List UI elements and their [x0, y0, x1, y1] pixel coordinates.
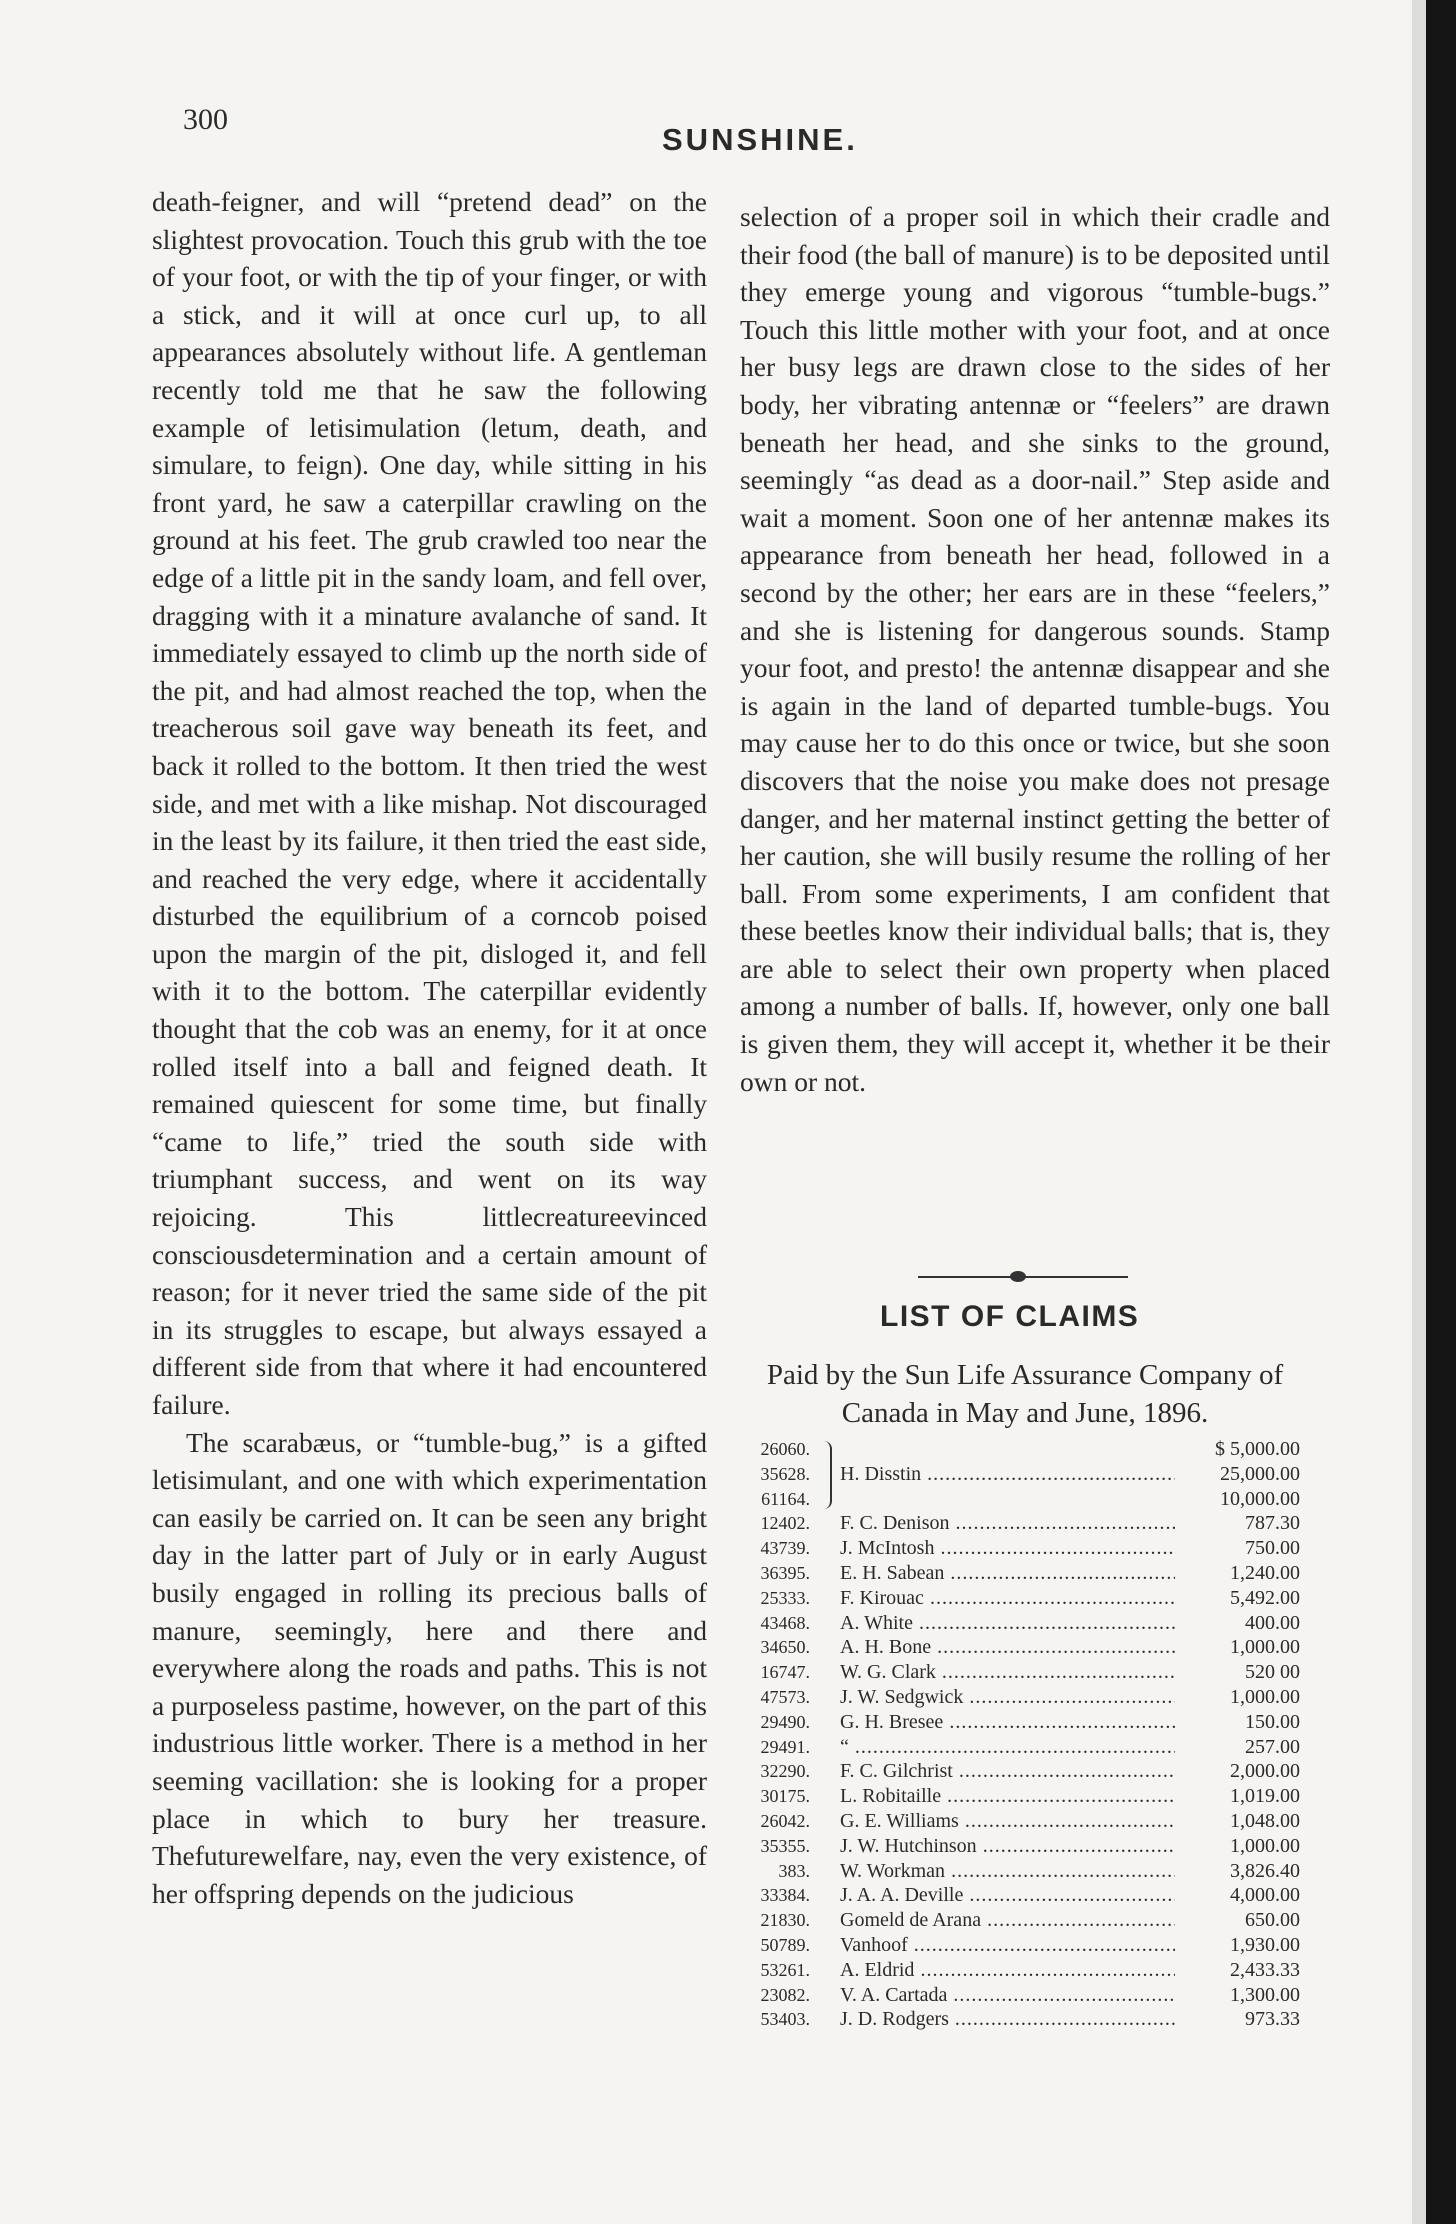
- claim-row: [740, 1685, 1300, 1710]
- claim-number: 16747.: [760, 1662, 810, 1683]
- claim-row: [740, 1462, 1300, 1487]
- claimant-name: J. W. Hutchinson .....: [840, 1834, 1175, 1859]
- claim-row: [740, 1487, 1300, 1512]
- claimant-name: Gomeld de Arana .....: [840, 1908, 1175, 1933]
- claim-number: 35628.: [760, 1463, 810, 1484]
- claim-row: [740, 1511, 1300, 1536]
- claim-number: 29491.: [760, 1736, 810, 1757]
- claim-row: [740, 1710, 1300, 1735]
- claim-row: [740, 1586, 1300, 1611]
- claim-row: [740, 1536, 1300, 1561]
- claimant-name: V. A. Cartada .....: [840, 1983, 1175, 2008]
- claim-row: [740, 1784, 1300, 1809]
- claim-amount: $ 5,000.00: [1215, 1438, 1300, 1460]
- claim-number: 61164.: [761, 1488, 810, 1509]
- claim-amount: 650.00: [1245, 1909, 1300, 1932]
- claim-row: [740, 1635, 1300, 1660]
- claim-row: [740, 1611, 1300, 1636]
- claim-number: 29490.: [760, 1711, 810, 1732]
- claim-amount: 257.00: [1245, 1735, 1300, 1758]
- claims-subtitle: Paid by the Sun Life Assurance Company of Canada in May and June, 1896.: [766, 1359, 1284, 1429]
- claim-amount: 520 00: [1245, 1661, 1300, 1684]
- claim-number: 12402.: [760, 1513, 810, 1534]
- claim-amount: 400.00: [1245, 1611, 1300, 1634]
- claim-amount: 4,000.00: [1230, 1884, 1300, 1907]
- claimant-name: Vanhoof .....: [840, 1933, 1175, 1958]
- claim-row: [740, 1809, 1300, 1834]
- running-head: SUNSHINE.: [662, 122, 858, 157]
- claimant-name: L. Robitaille .....: [840, 1784, 1175, 1809]
- claimant-name: F. Kirouac .....: [840, 1586, 1175, 1611]
- claim-row: [740, 1933, 1300, 1958]
- claimant-name: G. H. Bresee .....: [840, 1710, 1175, 1735]
- claim-number: 25333.: [760, 1587, 810, 1608]
- claim-number: 26060.: [760, 1439, 810, 1459]
- claim-number: 47573.: [760, 1686, 810, 1707]
- page-number: 300: [183, 103, 228, 136]
- claim-amount: 10,000.00: [1220, 1487, 1300, 1510]
- claim-amount: 5,492.00: [1230, 1586, 1300, 1609]
- claim-number: 53403.: [760, 2009, 810, 2030]
- claim-row: [740, 1958, 1300, 1983]
- claim-row: [740, 1660, 1300, 1685]
- claim-row: [740, 1759, 1300, 1784]
- claim-number: 35355.: [760, 1835, 810, 1856]
- claim-row: [740, 1834, 1300, 1859]
- left-column: [152, 183, 707, 1912]
- claim-number: 33384.: [760, 1885, 810, 1906]
- claimant-name: F. C. Gilchrist .....: [840, 1759, 1175, 1784]
- claim-amount: 1,000.00: [1230, 1834, 1300, 1857]
- claimant-name: A. White .....: [840, 1611, 1175, 1636]
- claim-amount: 750.00: [1245, 1537, 1300, 1560]
- claim-amount: 787.30: [1245, 1512, 1300, 1535]
- claim-number: 34650.: [760, 1637, 810, 1658]
- claim-row: [740, 1859, 1300, 1884]
- claimant-name: A. Eldrid .....: [840, 1958, 1175, 1983]
- claim-row: [740, 1735, 1300, 1760]
- claimant-name: J. McIntosh .....: [840, 1536, 1175, 1561]
- claim-amount: 25,000.00: [1220, 1462, 1300, 1485]
- claim-number: 32290.: [760, 1761, 810, 1782]
- claim-amount: 2,433.33: [1230, 1958, 1300, 1981]
- claim-amount: 150.00: [1245, 1710, 1300, 1733]
- right-paragraph-1: selection of a proper soil in which their cradle and their food (the ball of manure) is to be deposited until they emerge young and vigorous “tumble-bugs.” Touch this little mother with your foot, and at once her busy legs are drawn close to the sides of her body, her vibrating antennæ or “feelers” are drawn beneath her head, and she sinks to the ground, seemingly “as dead as a door-nail.” Step aside and wait a moment. Soon one of her antennæ makes its appearance from beneath her head, followed in a second by the other; her ears are in these “feelers,” and she is listening for dangerous sounds. Stamp your foot, and presto! the antennæ disappear and she is again in the land of departed tumble-bugs. You may cause her to do this once or twice, but she soon discovers that the noise you make does not presage danger, and her maternal instinct getting the better of her caution, she will busily resume the rolling of her ball. From some experiments, I am confident that these beetles know their individual balls; that is, they are able to select their own property when placed among a number of balls. If, however, only one ball is given them, they will accept it, whether it be their own or not.: [740, 201, 1330, 1097]
- claims-title: LIST OF CLAIMS: [880, 1300, 1140, 1333]
- right-column: [740, 198, 1330, 1100]
- claimant-name: J. D. Rodgers .....: [840, 2007, 1175, 2032]
- claim-amount: 1,019.00: [1230, 1785, 1300, 1808]
- claimant-name: “ .....: [840, 1735, 1175, 1760]
- claim-number: 21830.: [760, 1910, 810, 1931]
- claimant-name: E. H. Sabean .....: [840, 1561, 1175, 1586]
- claim-number: 50789.: [760, 1934, 810, 1955]
- claim-number: 383.: [778, 1860, 810, 1881]
- claim-number: 36395.: [760, 1562, 810, 1583]
- claim-number: 43739.: [760, 1538, 810, 1559]
- claim-amount: 1,048.00: [1230, 1809, 1300, 1832]
- claimant-name: W. G. Clark .....: [840, 1660, 1175, 1685]
- claimant-name: W. Workman .....: [840, 1859, 1175, 1884]
- claim-row: [740, 1883, 1300, 1908]
- left-paragraph-2: The scarabæus, or “tumble-bug,” is a gifted letisimulant, and one with which experimentation can easily be carried on. It can be seen any bright day in the latter part of July or in early August busily engaged in rolling its precious balls of manure, seemingly, here and there and everywhere along the roads and paths. This is not a purposeless pastime, however, on the part of this industrious little worker. There is a method in her seeming vacillation: she is looking for a proper place in which to bury her treasure. Thefuturewelfare, nay, even the very existence, of her offspring depends on the judicious: [152, 1426, 707, 1909]
- claim-row: [740, 1561, 1300, 1586]
- claim-row: [740, 1437, 1300, 1462]
- claimant-name: J. W. Sedgwick .....: [840, 1685, 1175, 1710]
- divider-ornament: [1010, 1271, 1026, 1282]
- claim-amount: 1,930.00: [1230, 1933, 1300, 1956]
- claims-table: [740, 1437, 1300, 2032]
- claimant-name: F. C. Denison .....: [840, 1511, 1175, 1536]
- claim-number: 26042.: [760, 1810, 810, 1831]
- claimant-name: H. Disstin .....: [840, 1462, 1175, 1487]
- page-edge-shadow: [1412, 0, 1426, 2224]
- claim-amount: 1,300.00: [1230, 1983, 1300, 2006]
- claim-row: [740, 1983, 1300, 2008]
- claim-row: [740, 1908, 1300, 1933]
- claim-amount: 2,000.00: [1230, 1760, 1300, 1783]
- claim-number: 23082.: [760, 1984, 810, 2005]
- claim-row: [740, 2007, 1300, 2032]
- claim-amount: 3,826.40: [1230, 1859, 1300, 1882]
- claimant-name: G. E. Williams .....: [840, 1809, 1175, 1834]
- claim-amount: 1,240.00: [1230, 1561, 1300, 1584]
- scan-border: [1426, 0, 1456, 2224]
- claim-number: 43468.: [760, 1612, 810, 1633]
- claim-amount: 973.33: [1245, 2008, 1300, 2031]
- left-paragraph-1: death-feigner, and will “pretend dead” on the slightest provocation. Touch this grub with the toe of your foot, or with the tip of your finger, or with a stick, and it will at once curl up, to all appearances absolutely without life. A gentleman recently told me that he saw the following example of letisimulation (letum, death, and simulare, to feign). One day, while sitting in his front yard, he saw a caterpillar crawling on the ground at his feet. The grub crawled too near the edge of a little pit in the sandy loam, and fell over, dragging with it a minature avalanche of sand. It immediately essayed to climb up the north side of the pit, and had almost reached the top, when the treacherous soil gave way beneath its feet, and back it rolled to the bottom. It then tried the west side, and met with a like mishap. Not discouraged in the least by its failure, it then tried the east side, and reached the very edge, where it accidentally disturbed the equilibrium of a corncob poised upon the margin of the pit, disloged it, and fell with it to the bottom. The caterpillar evidently thought that the cob was an enemy, for it at once rolled itself into a ball and feigned death. It remained quiescent for some time, but finally “came to life,” tried the south side with triumphant success, and went on its way rejoicing. This littlecreatureevinced consciousdetermination and a certain amount of reason; for it never tried the same side of the pit in its struggles to escape, but always essayed a different side from that where it had encountered failure.: [152, 186, 707, 1420]
- claim-number: 53261.: [760, 1959, 810, 1980]
- claimant-name: J. A. A. Deville .....: [840, 1883, 1175, 1908]
- claimant-name: A. H. Bone .....: [840, 1635, 1175, 1660]
- claim-amount: 1,000.00: [1230, 1636, 1300, 1659]
- claim-number: 30175.: [760, 1786, 810, 1807]
- claim-amount: 1,000.00: [1230, 1685, 1300, 1708]
